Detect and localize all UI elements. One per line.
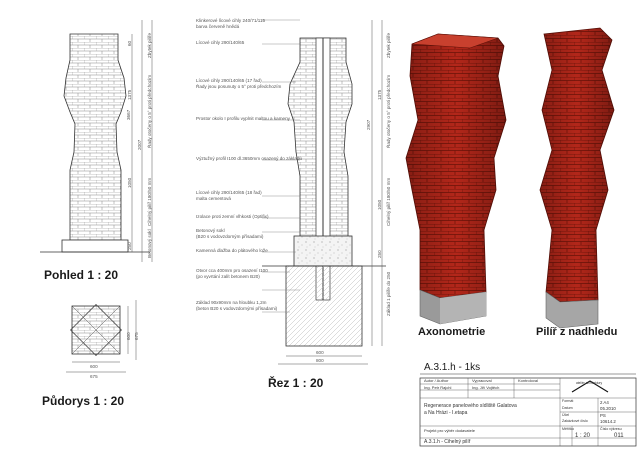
dimension-text: 2007 (137, 139, 142, 150)
tb-sheet-name: A.3.1.h - Cihelný pilíř (424, 439, 471, 445)
tb-scale: 1 : 20 (575, 433, 591, 439)
tb-field-label: Účel (562, 413, 570, 417)
tb-field-label: Zakázkové číslo (562, 419, 588, 423)
worms-eye-title: Pilíř z nadhledu (536, 326, 618, 338)
elevation-title: Pohled 1 : 20 (44, 268, 119, 282)
foundation (286, 266, 362, 346)
dimension-text: 600 (316, 350, 324, 355)
tb-field-label: Formát (562, 399, 574, 403)
section-note: Betonový sokl (196, 228, 225, 233)
dimension-label: Základ 1 pilíře do 250 (386, 271, 391, 316)
tb-project-part: Projekt pro výběr dodavatele (424, 428, 475, 433)
tb-logo-text: ateliér architektury (576, 381, 603, 385)
dimension-text: 1375 (377, 89, 382, 100)
section-note: (beton B20 s vodovzdornými přísadami) (196, 306, 278, 311)
tb-project-title: Regenerace panelového sídliště Galatova (424, 403, 517, 409)
dimension-text: 250 (377, 250, 382, 258)
section-note: Řady jsou posunuty o 5° proti předchozím (196, 84, 282, 89)
tb-header: Vypracoval (472, 378, 492, 383)
elevation-pillar (64, 34, 126, 240)
dimension-text: 60 (127, 40, 132, 46)
plan-title: Půdorys 1 : 20 (42, 394, 125, 408)
tb-stage: PS (600, 413, 606, 418)
elevation-plinth (62, 240, 128, 252)
dimension-label: Betonový sokl (147, 229, 152, 258)
elevation-view (40, 20, 152, 262)
tb-field-label: Měřítko (562, 427, 574, 431)
section-note: Prostor okolo I profilu vyplnit maltou a kameny (196, 116, 290, 121)
dimension-text: 600 (90, 364, 98, 369)
section-note: malta cementová (196, 196, 231, 201)
tb-project-subtitle: a Na Hrázi - I.etapa (424, 410, 468, 416)
tb-author: Ing. Petr Rajchl (424, 385, 452, 390)
dimension-text: 1375 (127, 89, 132, 100)
tb-field-label: Datum (562, 406, 573, 410)
section-note: Výztužný profil I100 dl.3650mm osazený do základu (196, 156, 302, 161)
section-note: Lícové cihly 290/140/65 (18 řad) (196, 190, 262, 195)
axonometry-shading (406, 34, 506, 298)
worms-eye-render (540, 28, 614, 328)
tb-field-label: Číslo výkresu (600, 427, 622, 431)
section-note: (po vyvrtání zalít betonem B20) (196, 274, 260, 279)
tb-number: 10614.2 (600, 419, 616, 424)
section-title: Řez 1 : 20 (268, 376, 324, 390)
dimension-text: 600 (126, 332, 131, 340)
concrete-plinth (294, 236, 352, 266)
dimension-text: 675 (90, 374, 98, 379)
tb-header: Autor / Author (424, 378, 449, 383)
tb-date: 05.2010 (600, 406, 616, 411)
section-note: Klinkerové lícové cihly 240/71/115 (196, 18, 266, 23)
dimension-label: Cihelný pilíř 180/50 mm (147, 177, 152, 226)
tb-format: 2 A4 (600, 400, 609, 405)
tb-header: Kontroloval (518, 378, 539, 383)
section-note: Otvor cca 400mm pro osazení I100 (196, 268, 268, 273)
section-note: Kamenná dlažba do plátového lože (196, 248, 268, 253)
dimension-label: Cihelný pilíř 180/50 mm (386, 177, 391, 226)
dimension-text: 1050 (377, 199, 382, 210)
dimension-label: Řady otočeny o 5° proti předchozím (386, 74, 391, 148)
dimension-text: 675 (134, 332, 139, 340)
dimension-text: 2907 (366, 119, 371, 130)
dimension-label: Řady otočeny o 5° proti předchozím (147, 74, 152, 148)
section-note: Základ 90x90mm na hloubku 1,2m (196, 300, 267, 305)
axonometry-render (406, 34, 506, 324)
section-note: Izolace proti zemní vlhkosti (Optifix) (196, 214, 269, 219)
dimension-text: 3667 (126, 109, 131, 120)
dimension-label: Zbytek pilíře (147, 32, 152, 58)
tb-sheet-number: 011 (614, 433, 624, 439)
dimension-text: 1050 (127, 177, 132, 188)
section-note: Lícové cihly 290/140/65 (17 řad) (196, 78, 262, 83)
section-note: (B20 s vodovzdorným přísadami) (196, 234, 264, 239)
section-note: Lícové cihly 290/140/65 (196, 40, 245, 45)
sheet-title: A.3.1.h - 1ks (424, 362, 481, 373)
dimension-text: 800 (316, 358, 324, 363)
dimension-label: Zbytek pilíře (386, 32, 391, 58)
tb-author: Ing. Jiří Vojtěch (472, 385, 500, 390)
worms-eye-shading (540, 28, 614, 302)
section-note: barva červeně hnědá (196, 24, 240, 29)
section-view (262, 20, 386, 364)
dimension-text: 250 (127, 242, 132, 250)
axonometry-title: Axonometrie (418, 326, 486, 338)
